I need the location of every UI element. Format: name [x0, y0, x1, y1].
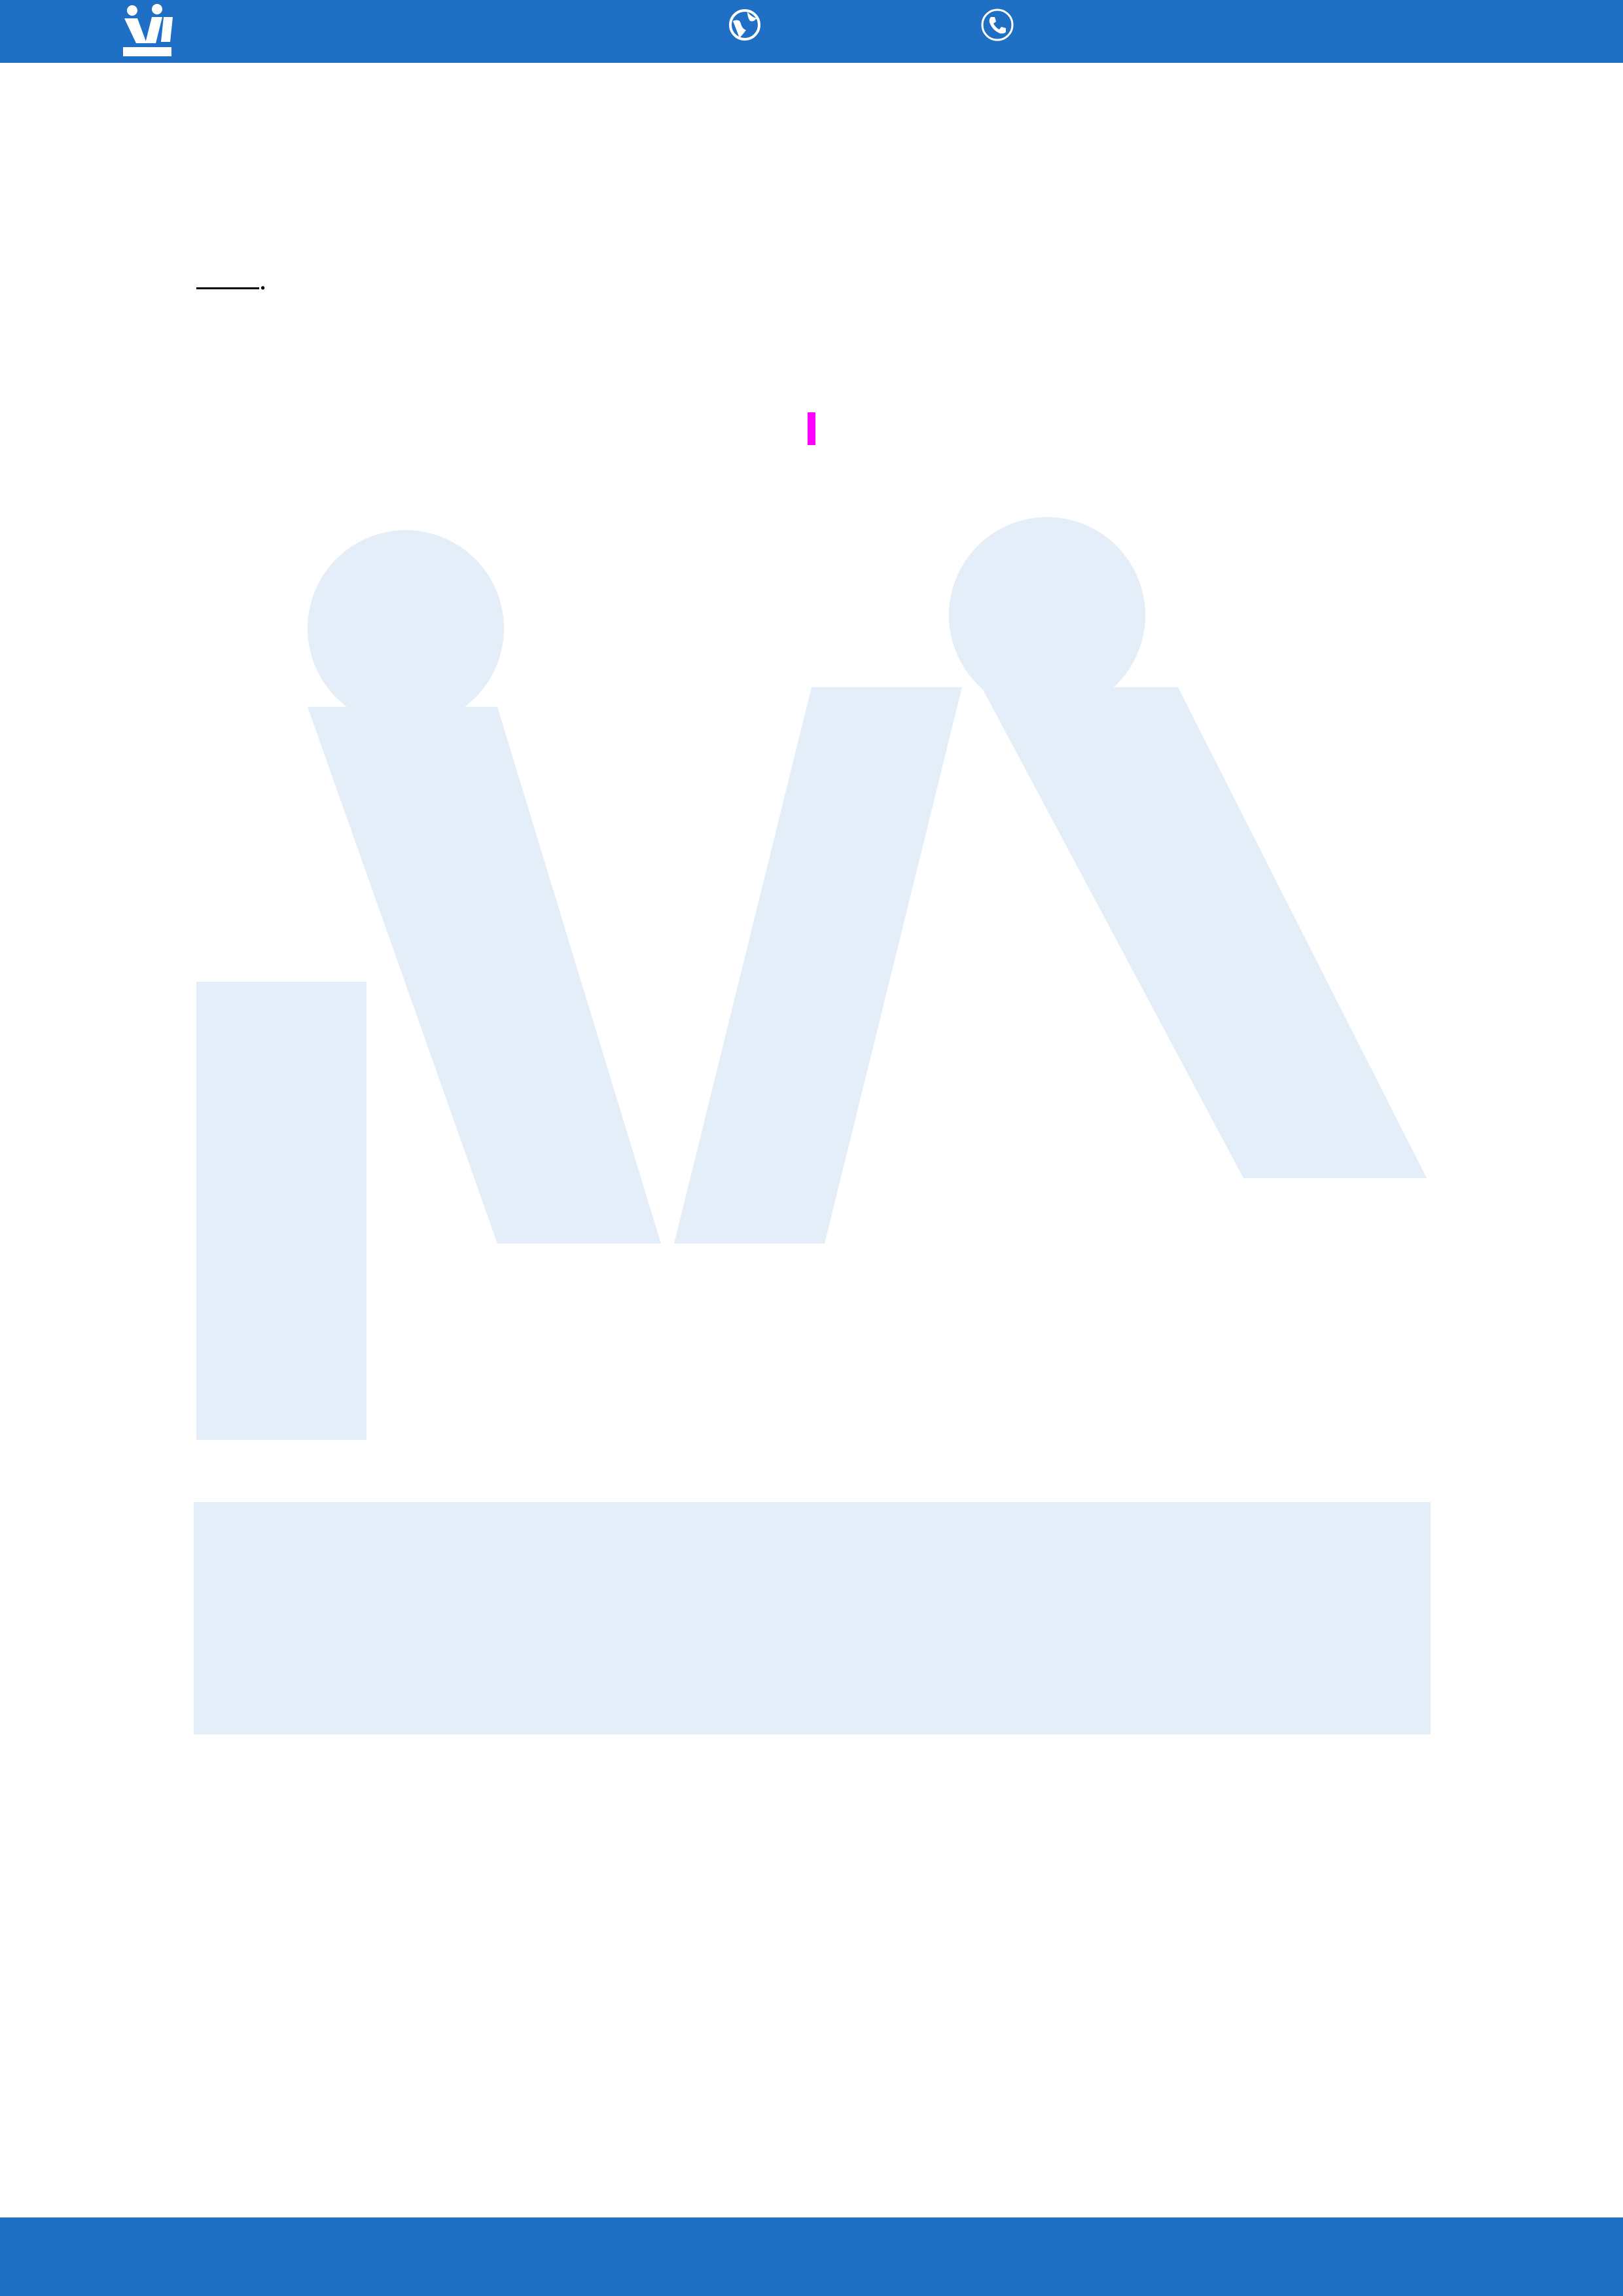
dap-an-heading [0, 410, 1623, 448]
phone-icon [980, 0, 1014, 63]
footer-bar [0, 2217, 1623, 2296]
header-bar [0, 0, 1623, 63]
q7-line1: . [196, 260, 266, 298]
hocmai-logo-icon [118, 3, 177, 58]
globe-icon [728, 0, 762, 63]
